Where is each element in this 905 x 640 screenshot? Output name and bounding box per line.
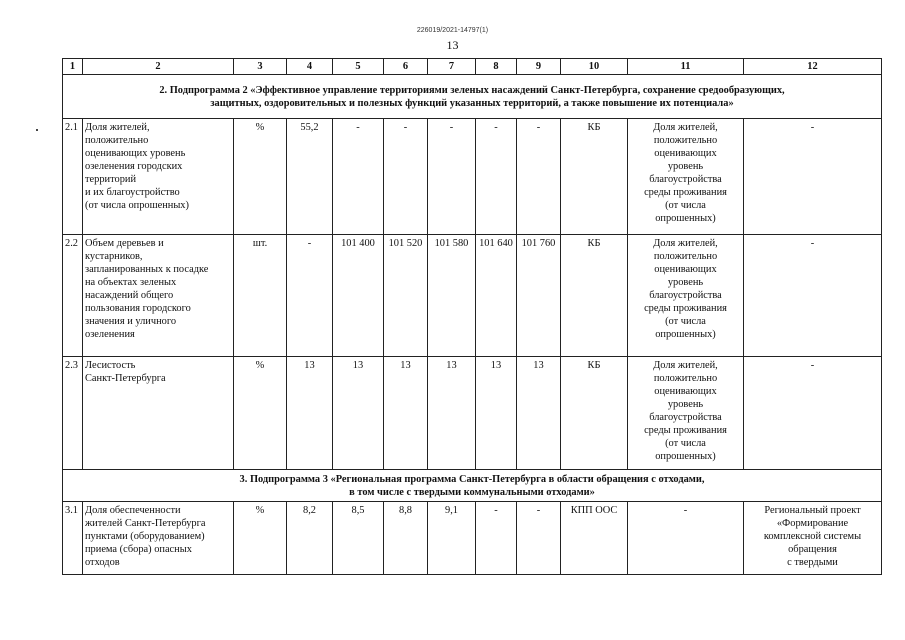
section-title: 3. Подпрограмма 3 «Региональная программа Санкт-Петербурга в области обращения с отходами, в том числе с твердыми коммунальными отходами» bbox=[63, 470, 882, 502]
linked-indicator-cell: Доля жителей, положительно оценивающих уровень благоустройства среды проживания (от числа опрошенных) bbox=[628, 119, 744, 235]
value-cell: - bbox=[476, 502, 517, 575]
section-header-row bbox=[63, 75, 882, 119]
value-cell: 101 640 bbox=[476, 235, 517, 357]
column-header: 12 bbox=[744, 59, 882, 75]
value-cell: 13 bbox=[517, 357, 561, 470]
column-header: 5 bbox=[333, 59, 384, 75]
source-cell: КБ bbox=[561, 235, 628, 357]
column-header: 7 bbox=[428, 59, 476, 75]
scan-artifact-dot bbox=[36, 129, 38, 131]
table-row bbox=[63, 502, 882, 575]
table-row bbox=[63, 235, 882, 357]
value-cell: 13 bbox=[287, 357, 333, 470]
source-cell: КБ bbox=[561, 357, 628, 470]
project-cell: - bbox=[744, 357, 882, 470]
column-header: 11 bbox=[628, 59, 744, 75]
indicator-name: Лесистость Санкт-Петербурга bbox=[83, 357, 234, 470]
unit-cell: % bbox=[234, 502, 287, 575]
value-cell: - bbox=[428, 119, 476, 235]
unit-cell: шт. bbox=[234, 235, 287, 357]
value-cell: - bbox=[517, 119, 561, 235]
linked-indicator-cell: Доля жителей, положительно оценивающих уровень благоустройства среды проживания (от числа опрошенных) bbox=[628, 357, 744, 470]
section-header-row bbox=[63, 470, 882, 502]
indicator-name: Объем деревьев и кустарников, запланированных к посадке на объектах зеленых насаждений общего пользования городского значения и уличного озеленения bbox=[83, 235, 234, 357]
column-header: 10 bbox=[561, 59, 628, 75]
section-title: 2. Подпрограмма 2 «Эффективное управление территориями зеленых насаждений Санкт-Петербурга, сохранение средообразующих, защитных, оздоровительных и полезных функций указанных территорий, а также повышение их потенциала» bbox=[63, 75, 882, 119]
unit-cell: % bbox=[234, 357, 287, 470]
row-number: 3.1 bbox=[63, 502, 83, 575]
header-row bbox=[63, 59, 882, 75]
project-cell: - bbox=[744, 119, 882, 235]
row-number: 2.3 bbox=[63, 357, 83, 470]
column-header: 4 bbox=[287, 59, 333, 75]
value-cell: 101 760 bbox=[517, 235, 561, 357]
table-row bbox=[63, 119, 882, 235]
row-number: 2.1 bbox=[63, 119, 83, 235]
value-cell: 8,5 bbox=[333, 502, 384, 575]
indicator-name: Доля обеспеченности жителей Санкт-Петербурга пунктами (оборудованием) приема (сбора) опасных отходов bbox=[83, 502, 234, 575]
value-cell: 9,1 bbox=[428, 502, 476, 575]
document-id: 226019/2021-14797(1) bbox=[416, 27, 489, 34]
linked-indicator-cell: - bbox=[628, 502, 744, 575]
source-cell: КБ bbox=[561, 119, 628, 235]
value-cell: 101 580 bbox=[428, 235, 476, 357]
project-cell: - bbox=[744, 235, 882, 357]
value-cell: 8,2 bbox=[287, 502, 333, 575]
value-cell: 101 520 bbox=[384, 235, 428, 357]
value-cell: 13 bbox=[384, 357, 428, 470]
value-cell: - bbox=[287, 235, 333, 357]
source-cell: КПП ООС bbox=[561, 502, 628, 575]
value-cell: - bbox=[517, 502, 561, 575]
column-header: 8 bbox=[476, 59, 517, 75]
project-cell: Региональный проект «Формирование комплексной системы обращения с твердыми bbox=[744, 502, 882, 575]
indicators-table bbox=[62, 58, 882, 575]
value-cell: 13 bbox=[428, 357, 476, 470]
column-header: 1 bbox=[63, 59, 83, 75]
row-number: 2.2 bbox=[63, 235, 83, 357]
value-cell: - bbox=[384, 119, 428, 235]
column-header: 6 bbox=[384, 59, 428, 75]
column-header: 9 bbox=[517, 59, 561, 75]
page-number: 13 bbox=[446, 38, 459, 52]
value-cell: 13 bbox=[476, 357, 517, 470]
value-cell: 101 400 bbox=[333, 235, 384, 357]
value-cell: 13 bbox=[333, 357, 384, 470]
linked-indicator-cell: Доля жителей, положительно оценивающих уровень благоустройства среды проживания (от числа опрошенных) bbox=[628, 235, 744, 357]
value-cell: 8,8 bbox=[384, 502, 428, 575]
column-header: 2 bbox=[83, 59, 234, 75]
table-row bbox=[63, 357, 882, 470]
value-cell: - bbox=[476, 119, 517, 235]
value-cell: 55,2 bbox=[287, 119, 333, 235]
indicator-name: Доля жителей, положительно оценивающих уровень озеленения городских территорий и их благоустройство (от числа опрошенных) bbox=[83, 119, 234, 235]
value-cell: - bbox=[333, 119, 384, 235]
unit-cell: % bbox=[234, 119, 287, 235]
column-header: 3 bbox=[234, 59, 287, 75]
